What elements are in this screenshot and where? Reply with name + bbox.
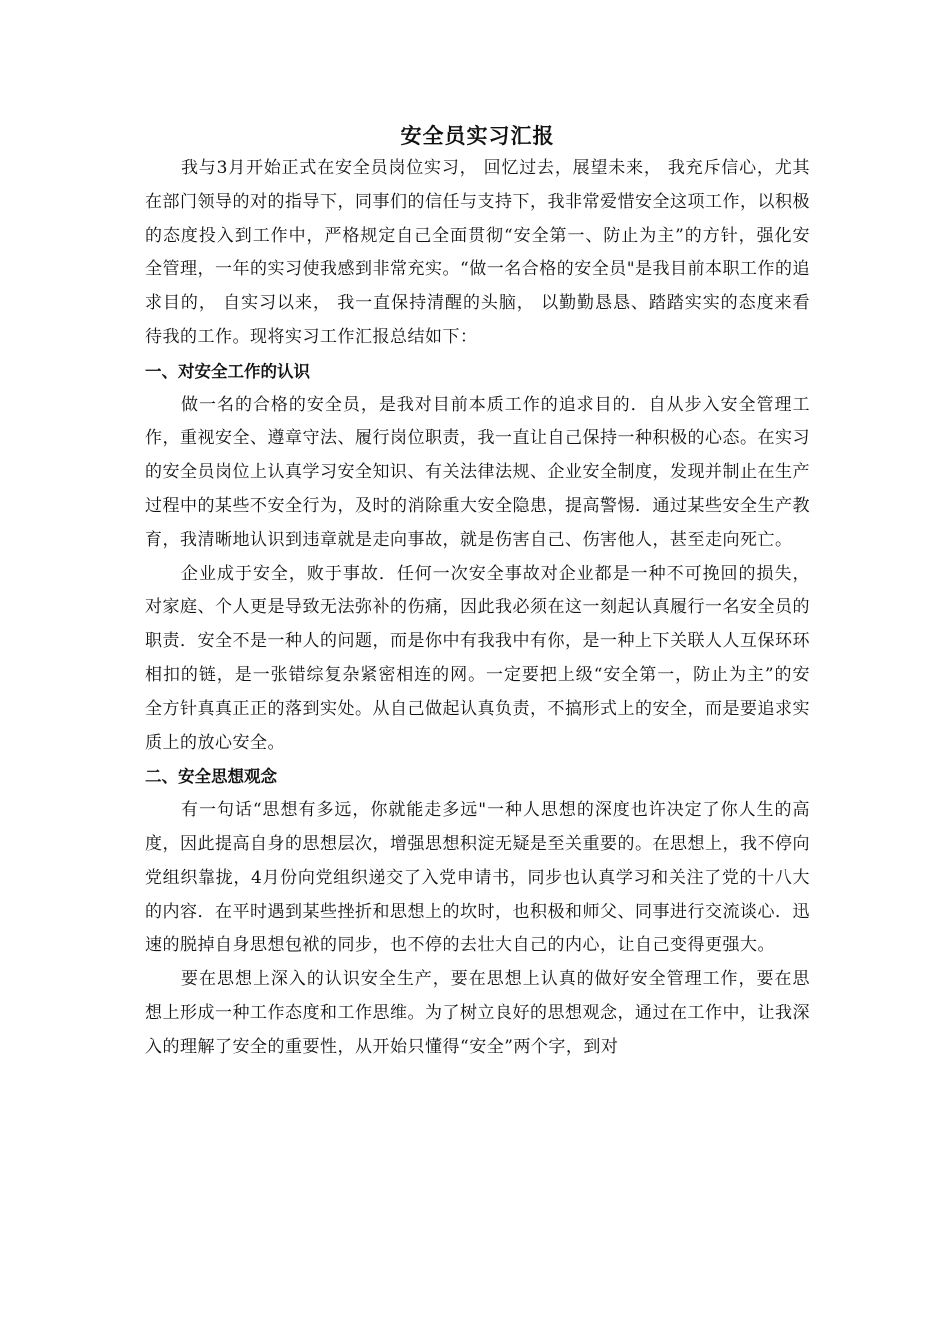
- section-heading-2: 二、安全思想观念: [145, 767, 277, 787]
- document-page: [145, 120, 810, 1065]
- section1-paragraph-1: 做一名的合格的安全员，是我对目前本质工作的追求目的．自从步入安全管理工作，重视安全、遵章守法、履行岗位职责，我一直让自己保持一种积极的心态。在实习的安全员岗位上认真学习安全知识、有关法律法规、企业安全制度，发现并制止在生产过程中的某些不安全行为，及时的消除重大安全隐患，提高警惕．通过某些安全生产教育，我清晰地认识到违章就是走向事故，就是伤害自己、伤害他人，甚至走向死亡。: [145, 394, 810, 550]
- document-title: 安全员实习汇报: [400, 124, 555, 148]
- section-heading-1: 一、对安全工作的认识: [145, 361, 310, 381]
- section1-paragraph-2: 企业成于安全，败于事故．任何一次安全事故对企业都是一种不可挽回的损失，对家庭、个人更是导致无法弥补的伤痛，因此我必须在这一刻起认真履行一名安全员的职责．安全不是一种人的问题，而是你中有我我中有你，是一种上下关联人人互保环环相扣的链，是一张错综复杂紧密相连的网。一定要把上级“安全第一，防止为主”的安全方针真真正正的落到实处。从自己做起认真负责，不搞形式上的安全，而是要追求实质上的放心安全。: [145, 563, 810, 753]
- section2-paragraph-2: 要在思想上深入的认识安全生产，要在思想上认真的做好安全管理工作，要在思想上形成一种工作态度和工作思维。为了树立良好的思想观念，通过在工作中，让我深入的理解了安全的重要性，从开始只懂得“安全”两个字，到对: [145, 969, 810, 1057]
- section2-paragraph-1: 有一句话“思想有多远，你就能走多远"一种人思想的深度也许决定了你人生的高度，因此提高自身的思想层次，增强思想积淀无疑是至关重要的。在思想上，我不停向党组织靠拢，4月份向党组织递交了入党申请书，同步也认真学习和关注了党的十八大的内容．在平时遇到某些挫折和思想上的坎时，也积极和师父、同事进行交流谈心．迅速的脱掉自身思想包袱的同步，也不停的去壮大自己的内心，让自己变得更强大。: [145, 800, 810, 956]
- intro-paragraph: 我与3月开始正式在安全员岗位实习， 回忆过去，展望未来， 我充斥信心，尤其在部门领导的对的指导下，同事们的信任与支持下，我非常爱惜安全这项工作，以积极的态度投入到工作中，严格规定自己全面贯彻“安全第一、防止为主”的方针，强化安全管理，一年的实习使我感到非常充实。“做一名合格的安全员"是我目前本职工作的追求目的， 自实习以来， 我一直保持清醒的头脑， 以勤勤恳恳、踏踏实实的态度来看待我的工作。现将实习工作汇报总结如下：: [145, 158, 811, 347]
